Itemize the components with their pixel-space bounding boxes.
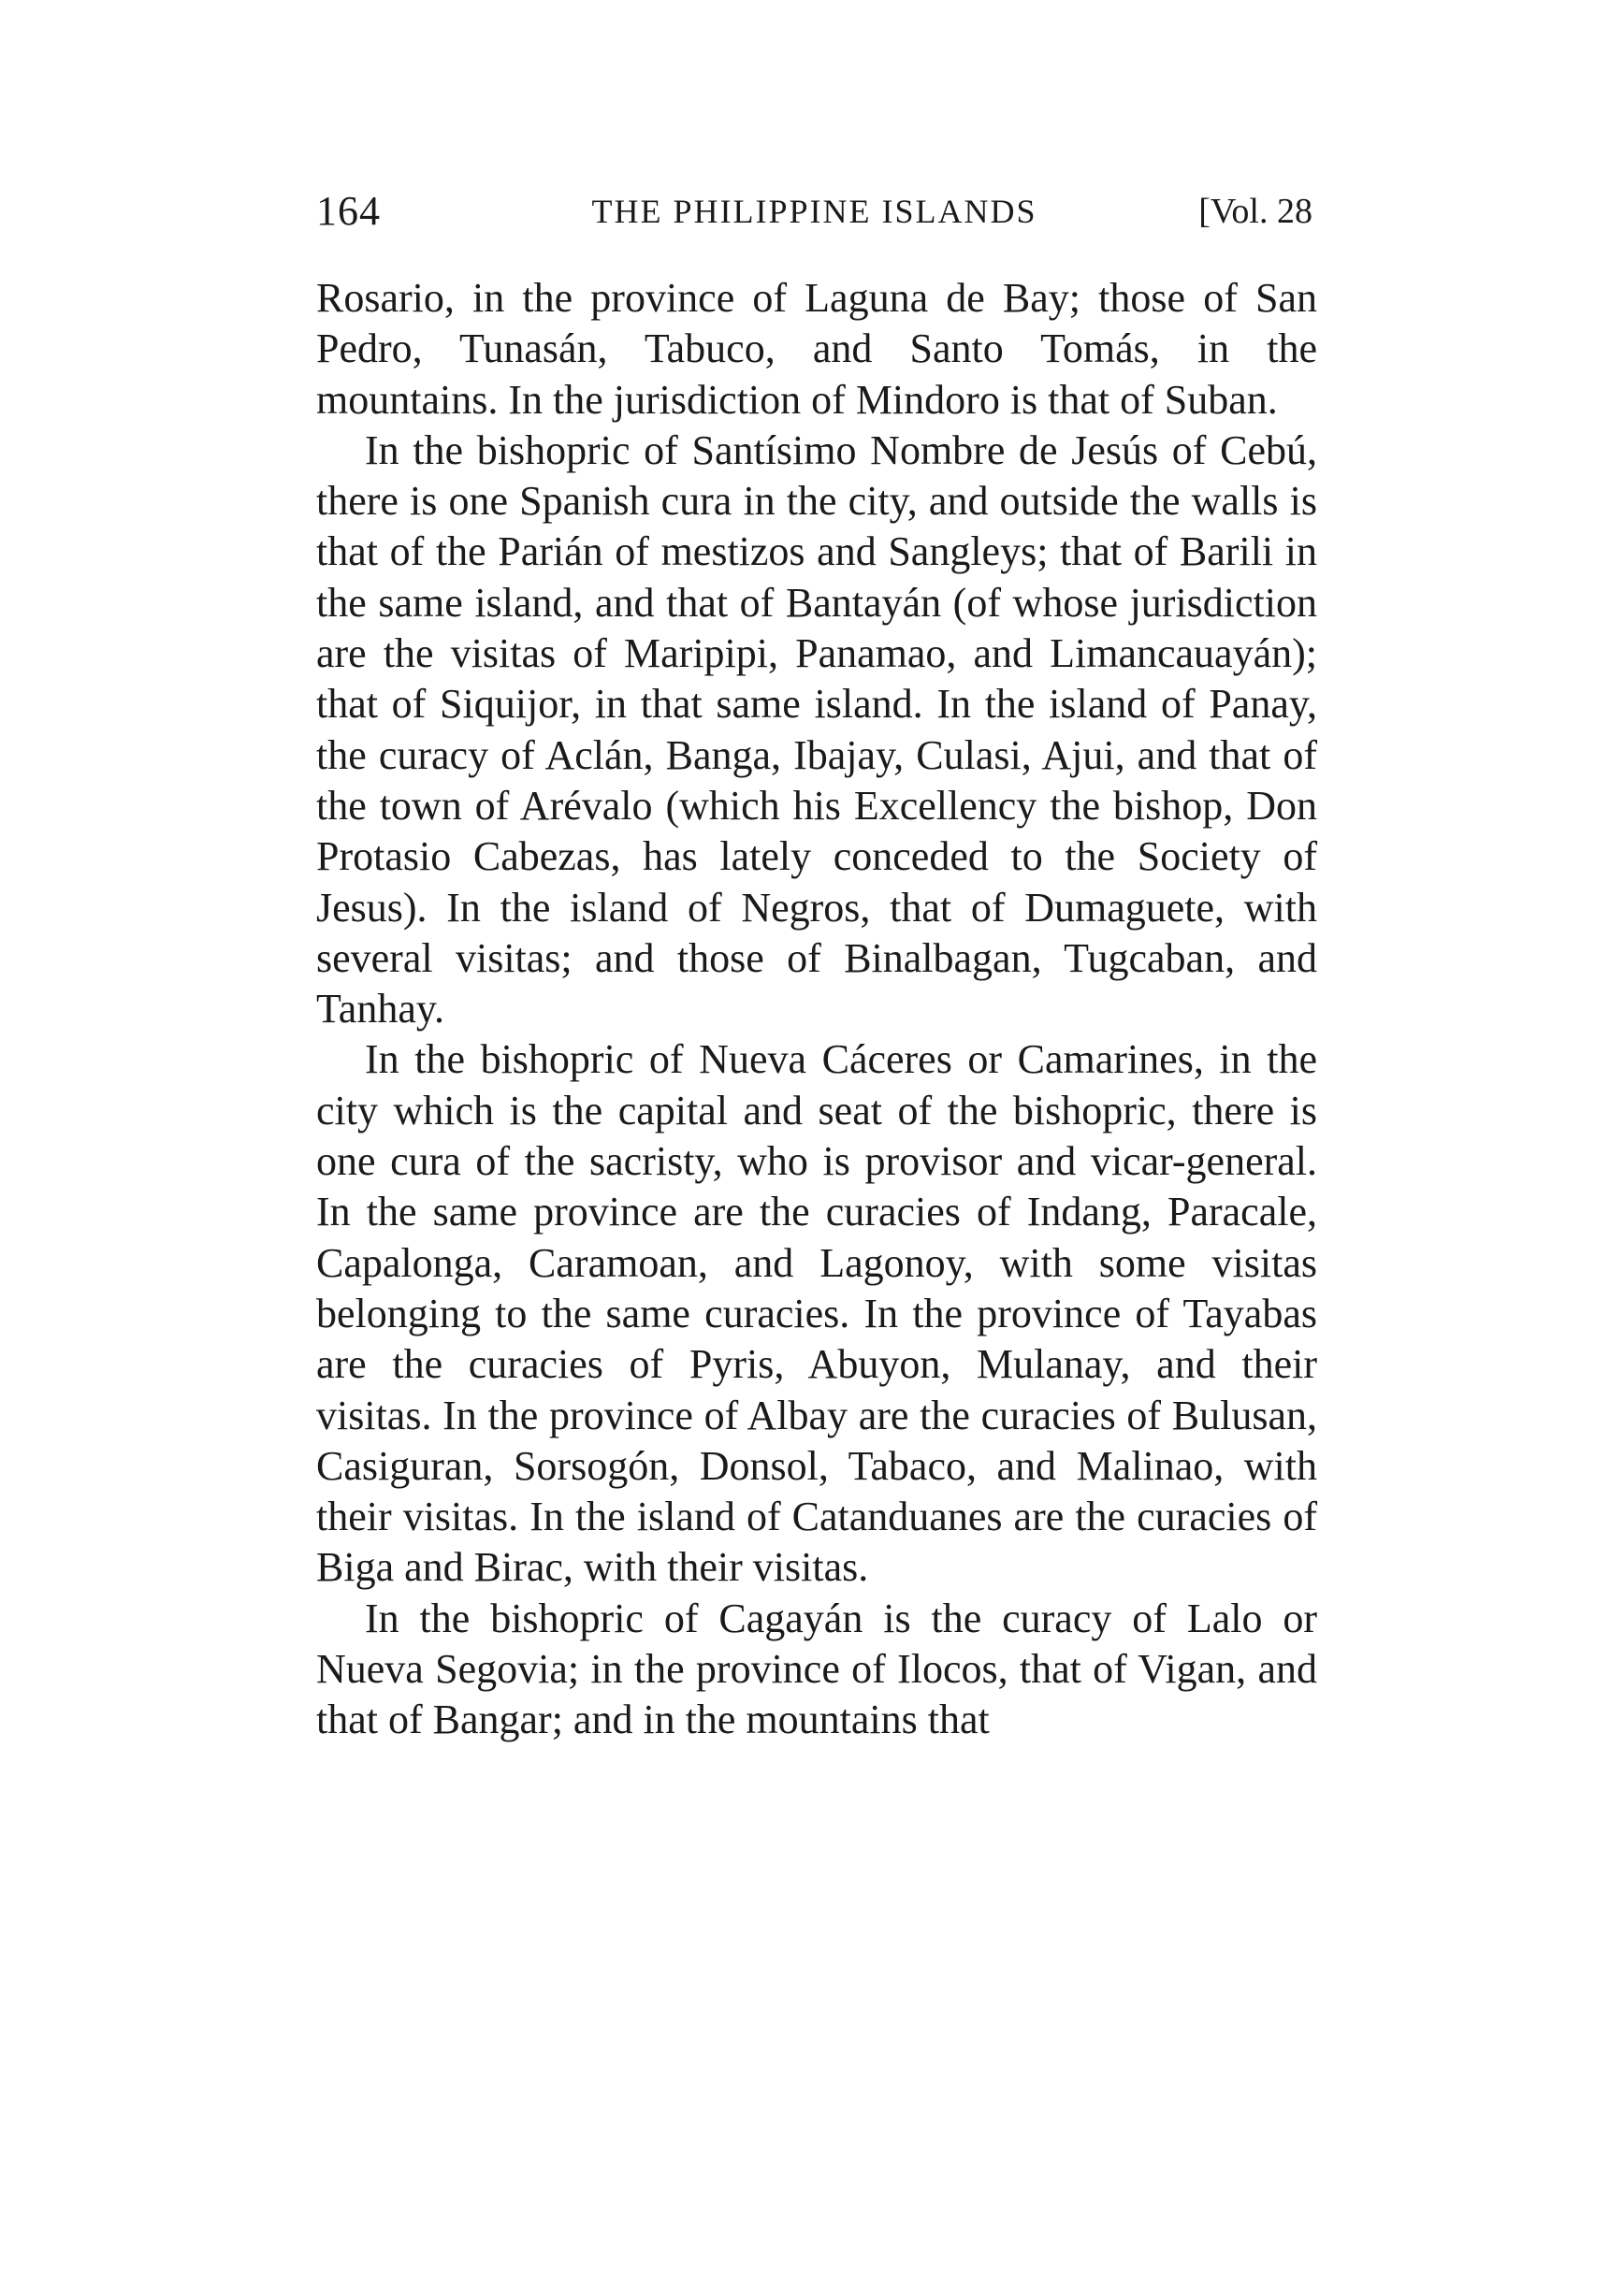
paragraph-continuation: Rosario, in the province of Laguna de Bay; those of San Pedro, Tunasán, Tabuco, and Santo Tomás, in the mountains. In the jurisdiction of Mindoro is that of Suban.: [316, 275, 1317, 423]
paragraph-cebu: In the bishopric of Santísimo Nombre de Jesús of Cebú, there is one Spanish cura in the city, and outside the walls is that of the Parián of mestizos and Sangleys; that of Barili in the same island, and that of Bantayán (of whose jurisdiction are the visitas of Maripipi, Panamao, and Limancauayán); that of Siquijor, in that same island. In the island of Panay, the curacy of Aclán, Banga, Ibajay, Culasi, Ajui, and that of the town of Arévalo (which his Excellency the bishop, Don Protasio Cabezas, has lately conceded to the Society of Jesus). In the island of Negros, that of Dumaguete, with several visitas; and those of Binalbagan, Tugcaban, and Tanhay.: [316, 426, 1317, 1032]
paragraph-nueva-caceres: In the bishopric of Nueva Cáceres or Camarines, in the city which is the capital and seat of the bishopric, there is one cura of the sacristy, who is provisor and vicar-general. In the same province are the curacies of Indang, Paracale, Capalonga, Caramoan, and Lagonoy, with some visitas belonging to the same curacies. In the province of Tayabas are the curacies of Pyris, Abuyon, Mulanay, and their visitas. In the province of Albay are the curacies of Bulusan, Casiguran, Sorsogón, Donsol, Tabaco, and Malinao, with their visitas. In the island of Catanduanes are the curacies of Biga and Birac, with their visitas.: [316, 1036, 1317, 1591]
running-head: [316, 183, 1312, 239]
body-text: [316, 273, 1317, 1746]
running-title: THE PHILIPPINE ISLANDS: [591, 193, 1037, 230]
paragraph-cagayan: In the bishopric of Cagayán is the curacy of Lalo or Nueva Segovia; in the province of Ilocos, that of Vigan, and that of Bangar; and in the mountains that: [316, 1595, 1317, 1743]
volume-label: [Vol. 28: [1198, 192, 1312, 231]
page-number: 164: [316, 188, 381, 234]
